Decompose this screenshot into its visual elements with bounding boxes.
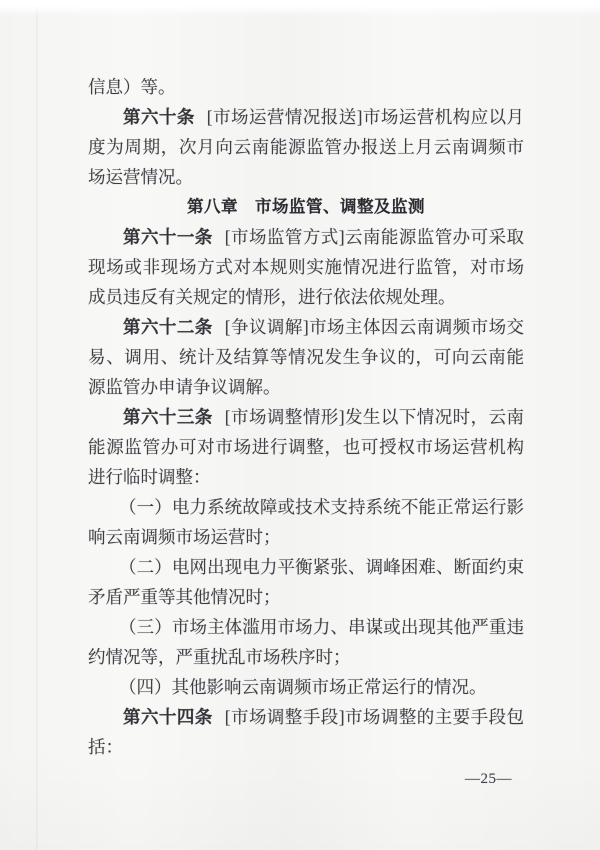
article-61-label: 第六十一条: [123, 227, 213, 247]
article-60: [88, 102, 524, 192]
paragraph-continuation: 信息）等。: [88, 77, 176, 97]
page-number: —25—: [465, 771, 512, 787]
article-62-label: 第六十二条: [123, 317, 213, 337]
article-63-text: [市场调整情形]发生以下情况时，云南能源监管办可对市场进行调整，也可授权市场运营机构进行临时调整：: [88, 407, 525, 487]
article-62-text: [争议调解]市场主体因云南调频市场交易、调用、统计及结算等情况发生争议的，可向云南能源监管办申请争议调解。: [88, 317, 525, 397]
article-60-text: [市场运营情况报送]市场运营机构应以月度为周期，次月向云南能源监管办报送上月云南调频市场运营情况。: [88, 107, 525, 187]
article-64-text: [市场调整手段]市场调整的主要手段包括：: [88, 707, 525, 757]
article-64-label: 第六十四条: [123, 707, 213, 727]
article-61-text: [市场监管方式]云南能源监管办可采取现场或非现场方式对本规则实施情况进行监管，对市场成员违反有关规定的情形，进行依法依规处理。: [88, 227, 525, 307]
article-62: [88, 312, 524, 402]
article-63-label: 第六十三条: [123, 407, 213, 427]
clause-1: （一）电力系统故障或技术支持系统不能正常运行影响云南调频市场运营时；: [88, 497, 524, 547]
article-63: [88, 402, 524, 492]
clause-3: （三）市场主体滥用市场力、串谋或出现其他严重违约情况等，严重扰乱市场秩序时；: [88, 617, 524, 667]
document-body: [88, 72, 524, 762]
article-61: [88, 222, 524, 312]
chapter-heading: 第八章 市场监管、调整及监测: [187, 198, 425, 216]
article-60-label: 第六十条: [123, 107, 195, 127]
article-64: [88, 702, 524, 762]
clause-2: （二）电网出现电力平衡紧张、调峰困难、断面约束矛盾严重等其他情况时；: [88, 557, 524, 607]
clause-4: （四）其他影响云南调频市场正常运行的情况。: [119, 677, 487, 697]
